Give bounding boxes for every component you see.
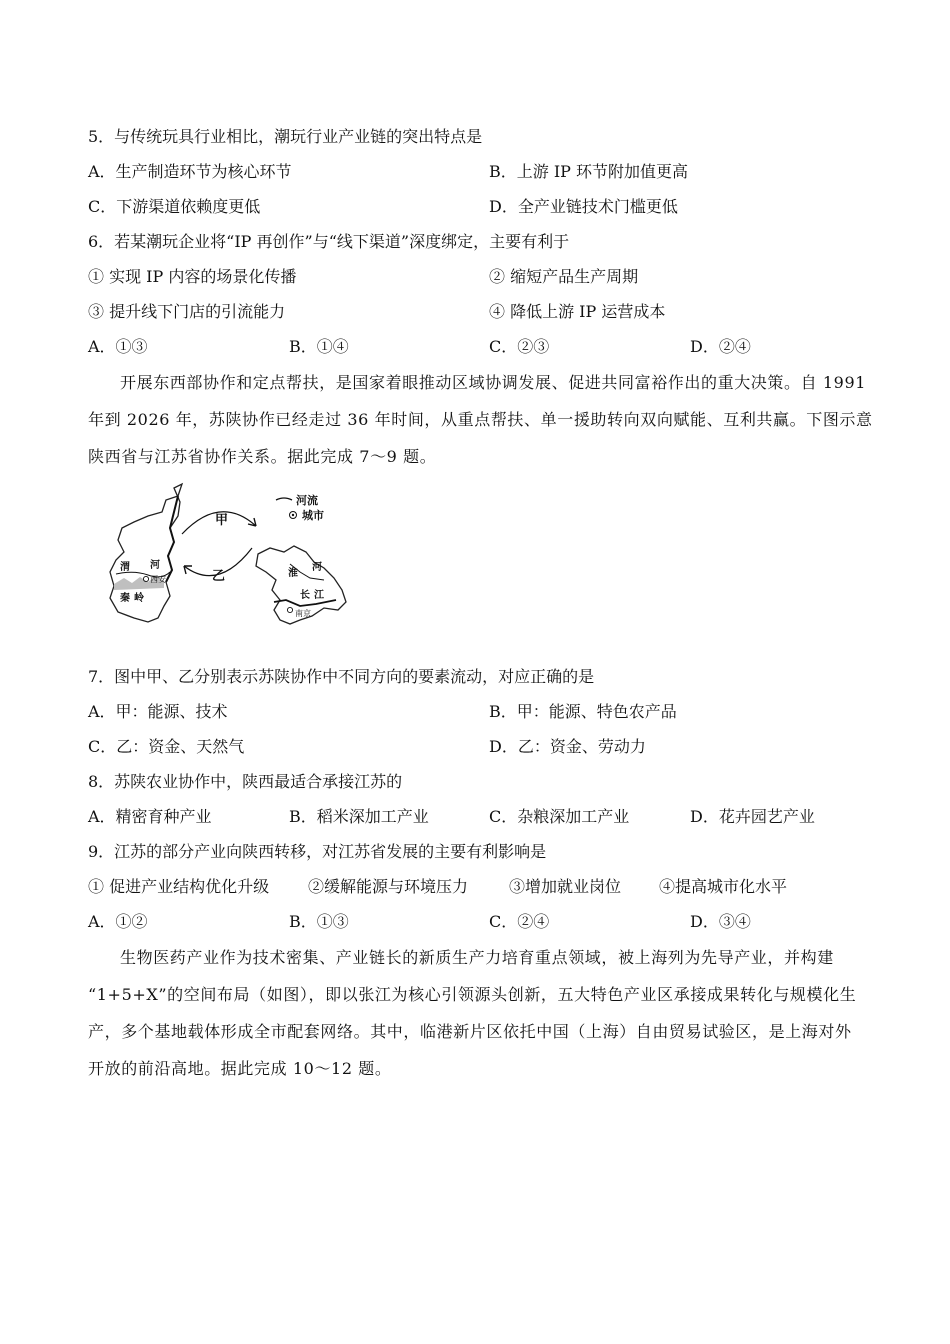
q9-option-b: B．①③ [289,912,349,931]
q6-statement-3: ③ 提升线下门店的引流能力 [88,302,286,321]
label-nanjing: 南京 [295,609,311,618]
q5-option-c: C．下游渠道依赖度更低 [88,197,261,216]
q6-option-c: C．②③ [489,337,550,356]
q5-stem: 5．与传统玩具行业相比，潮玩行业产业链的突出特点是 [88,127,483,146]
q7-option-c: C．乙：资金、天然气 [88,737,245,756]
q8-option-c: C．杂粮深加工产业 [489,807,630,826]
q8-option-d: D．花卉园艺产业 [690,807,815,826]
q7-option-b: B．甲：能源、特色农产品 [489,702,677,721]
q9-statement-1: ① 促进产业结构优化升级 [88,877,270,896]
legend-river-symbol [276,498,292,500]
q5-option-a: A．生产制造环节为核心环节 [88,162,292,181]
q9-stem: 9．江苏的部分产业向陕西转移，对江苏省发展的主要有利影响是 [88,842,547,861]
q6-option-b: B．①④ [289,337,349,356]
q6-statement-1: ① 实现 IP 内容的场景化传播 [88,267,297,286]
q7-option-a: A．甲：能源、技术 [88,702,228,721]
q9-statement-2: ②缓解能源与环境压力 [308,877,469,896]
q5-option-b: B．上游 IP 环节附加值更高 [489,162,689,181]
label-chang: 长 [300,590,310,601]
legend-city-label: 城市 [302,509,324,522]
q8-option-a: A．精密育种产业 [88,807,212,826]
q6-stem: 6．若某潮玩企业将“IP 再创作”与“线下渠道”深度绑定，主要有利于 [88,232,570,251]
nanjing-city-marker [287,607,292,612]
legend-river-label: 河流 [296,494,318,507]
label-huai: 淮 [288,568,298,579]
q9-option-a: A．①② [88,912,148,931]
passage2-line-3: 产，多个基地载体形成全市配套网络。其中，临港新片区依托中国（上海）自由贸易试验区，是上海对外 [88,1022,852,1041]
label-yi: 乙 [212,569,226,584]
label-jia: 甲 [215,513,229,528]
passage1-line-2: 年到 2026 年，苏陕协作已经走过 36 年时间，从重点帮扶、单一援助转向双向赋能、互利共赢。下图示意 [88,410,873,429]
q9-statement-3: ③增加就业岗位 [509,877,622,896]
q8-stem: 8．苏陕农业协作中，陕西最适合承接江苏的 [88,772,403,791]
q9-statement-4: ④提高城市化水平 [659,877,788,896]
q9-option-c: C．②④ [489,912,550,931]
q6-statement-4: ④ 降低上游 IP 运营成本 [489,302,666,321]
label-wei-he: 河 [150,560,160,571]
label-xian: 西安 [150,575,166,584]
q6-option-a: A．①③ [88,337,148,356]
q7-stem: 7．图中甲、乙分别表示苏陕协作中不同方向的要素流动，对应正确的是 [88,667,595,686]
yellow-river-line [166,496,178,582]
q9-option-d: D．③④ [690,912,751,931]
label-jiang: 江 [314,590,324,601]
passage2-line-1: 生物医药产业作为技术密集、产业链长的新质生产力培育重点领域，被上海列为先导产业，并构建 [120,948,834,967]
shaanxi-jiangsu-map [104,482,354,630]
passage2-line-4: 开放的前沿高地。据此完成 10～12 题。 [88,1059,392,1078]
label-huai-he: 河 [312,562,322,573]
label-ling: 岭 [134,593,144,604]
passage2-line-2: “1+5+X”的空间布局（如图），即以张江为核心引领源头创新，五大特色产业区承接成果转化与规模化生 [88,985,857,1004]
q6-statement-2: ② 缩短产品生产周期 [489,267,639,286]
passage1-line-1: 开展东西部协作和定点帮扶，是国家着眼推动区域协调发展、促进共同富裕作出的重大决策。自 1991 [120,373,867,392]
label-wei: 渭 [120,562,130,573]
q7-option-d: D．乙：资金、劳动力 [489,737,646,756]
q8-option-b: B．稻米深加工产业 [289,807,429,826]
label-qin: 秦 [120,593,130,604]
q5-option-d: D．全产业链技术门槛更低 [489,197,678,216]
passage1-line-3: 陕西省与江苏省协作关系。据此完成 7～9 题。 [88,447,437,466]
q6-option-d: D．②④ [690,337,751,356]
